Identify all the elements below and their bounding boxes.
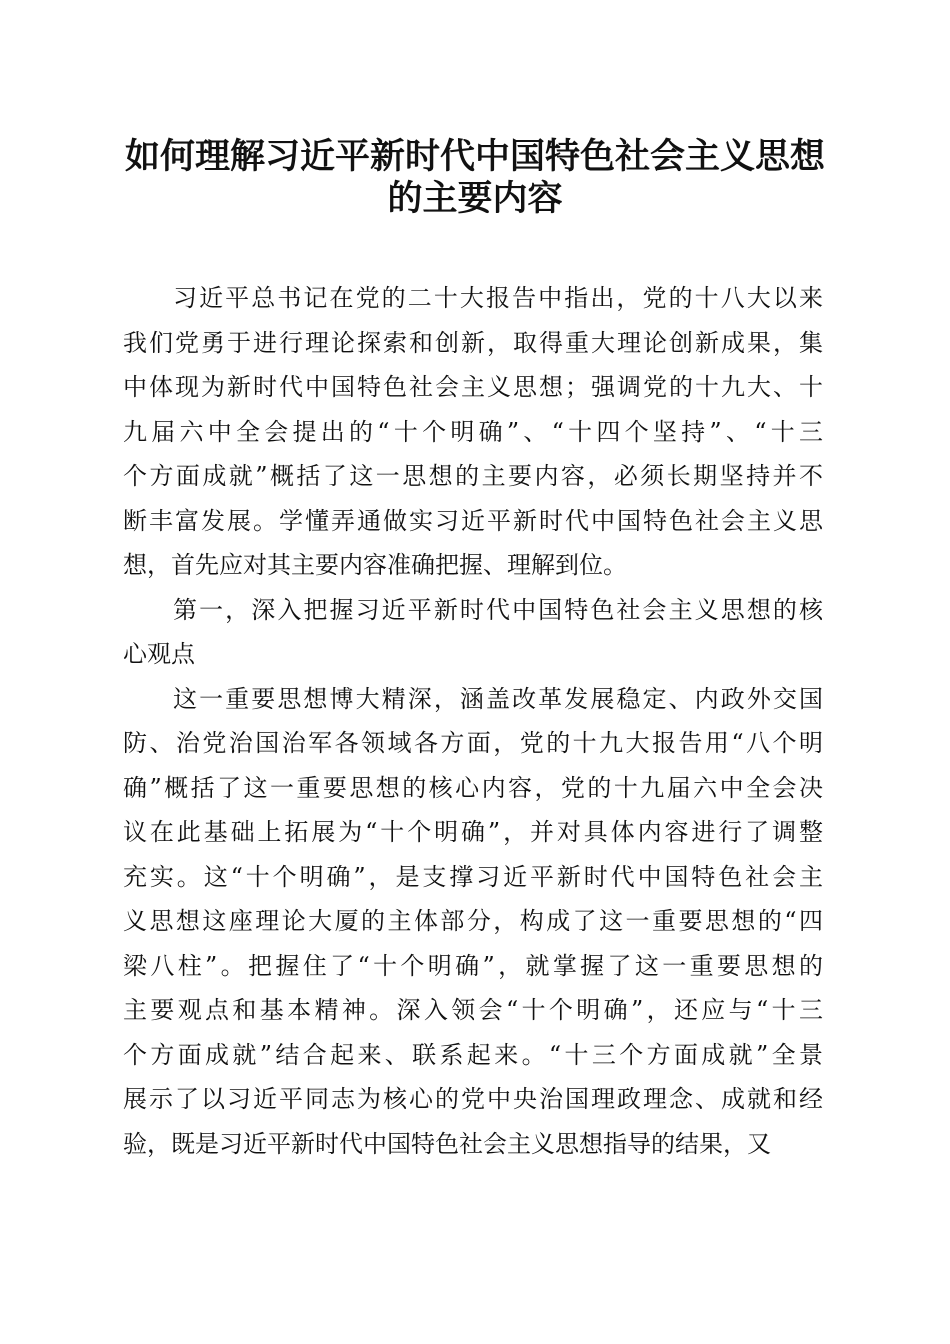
text-line: 这一重要思想博大精深，涵盖改革发展稳定、内政外交国 [173, 684, 823, 713]
text-line: 断丰富发展。学懂弄通做实习近平新时代中国特色社会主义思 [123, 506, 823, 535]
text-line: 义思想这座理论大厦的主体部分，构成了这一重要思想的“四 [123, 907, 823, 935]
text-line: 梁八柱”。把握住了“十个明确”，就掌握了这一重要思想的 [123, 951, 823, 980]
text-line: 议在此基础上拓展为“十个明确”，并对具体内容进行了调整 [123, 818, 823, 846]
paragraph [123, 677, 823, 1167]
text-line: 我们党勇于进行理论探索和创新，取得重大理论创新成果，集 [123, 328, 823, 357]
text-line: 主要观点和基本精神。深入领会“十个明确”，还应与“十三 [123, 996, 823, 1024]
text-line: 习近平总书记在党的二十大报告中指出，党的十八大以来 [173, 284, 823, 312]
text-line: 九届六中全会提出的“十个明确”、“十四个坚持”、“十三 [123, 417, 823, 446]
text-line: 充实。这“十个明确”，是支撑习近平新时代中国特色社会主 [123, 862, 823, 891]
paragraph [123, 276, 823, 588]
text-line: 个方面成就”概括了这一思想的主要内容，必须长期坚持并不 [123, 462, 823, 490]
text-line: 心观点 [123, 640, 195, 668]
document-body [123, 276, 823, 1166]
title-line: 的主要内容 [387, 178, 563, 219]
text-line: 展示了以习近平同志为核心的党中央治国理政理念、成就和经 [123, 1085, 823, 1113]
text-line: 中体现为新时代中国特色社会主义思想；强调党的十九大、十 [123, 373, 823, 401]
text-line: 想，首先应对其主要内容准确把握、理解到位。 [123, 551, 627, 579]
text-line: 防、治党治国治军各领域各方面，党的十九大报告用“八个明 [123, 729, 823, 757]
text-line: 验，既是习近平新时代中国特色社会主义思想指导的结果，又 [123, 1129, 771, 1158]
title-line: 如何理解习近平新时代中国特色社会主义思想 [124, 136, 825, 177]
document-title [0, 136, 950, 220]
text-line: 个方面成就”结合起来、联系起来。“十三个方面成就”全景 [123, 1040, 823, 1069]
section-heading [123, 588, 823, 677]
text-line: 确”概括了这一重要思想的核心内容，党的十九届六中全会决 [123, 773, 823, 802]
text-line: 第一，深入把握习近平新时代中国特色社会主义思想的核 [173, 595, 823, 624]
